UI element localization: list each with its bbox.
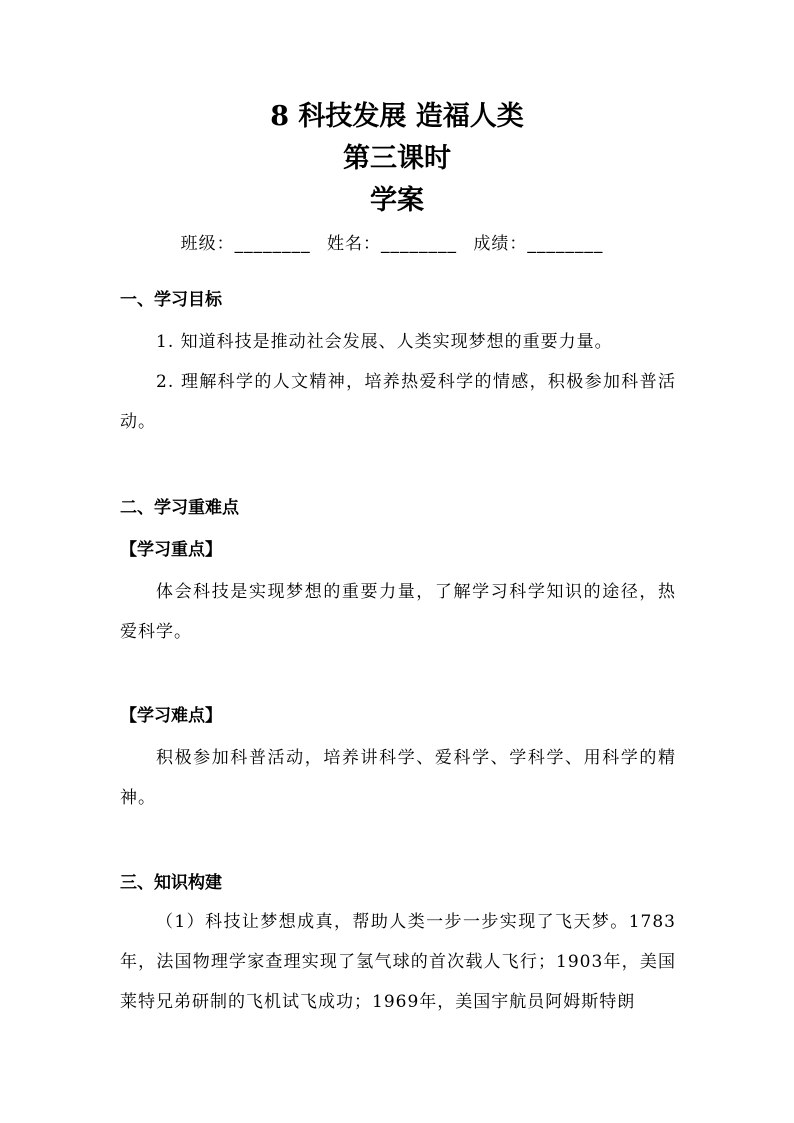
knowledge-text: （1）科技让梦想成真，帮助人类一步一步实现了飞天梦。1783年，法国物理学家查理实现了氢气球的首次载人飞行；1903年，美国莱特兄弟研制的飞机试飞成功；1969年，美国宇航员阿姆斯特朗 [120, 912, 676, 1012]
goal-item: 2. 理解科学的人文精神，培养热爱科学的情感，积极参加科普活动。 [120, 372, 676, 432]
focus-label: 【学习重点】 [120, 540, 222, 560]
section-heading-key-points: 二、学习重难点 [120, 498, 239, 518]
section-heading-goals: 一、学习目标 [120, 290, 222, 310]
document-type: 学案 [370, 185, 424, 216]
difficulty-label: 【学习难点】 [120, 706, 222, 726]
goal-item: 1. 知道科技是推动社会发展、人类实现梦想的重要力量。 [156, 332, 613, 352]
lesson-period: 第三课时 [343, 143, 451, 174]
section-heading-knowledge: 三、知识构建 [120, 873, 222, 893]
class-field: 班级：________ [180, 234, 311, 254]
score-field: 成绩：________ [473, 234, 604, 254]
focus-text: 体会科技是实现梦想的重要力量，了解学习科学知识的途径，热爱科学。 [120, 582, 676, 642]
lesson-title: 8 科技发展 造福人类 [270, 101, 524, 132]
difficulty-text: 积极参加科普活动，培养讲科学、爱科学、学科学、用科学的精神。 [120, 748, 676, 808]
student-info-line [0, 232, 794, 256]
name-field: 姓名：________ [327, 234, 457, 254]
